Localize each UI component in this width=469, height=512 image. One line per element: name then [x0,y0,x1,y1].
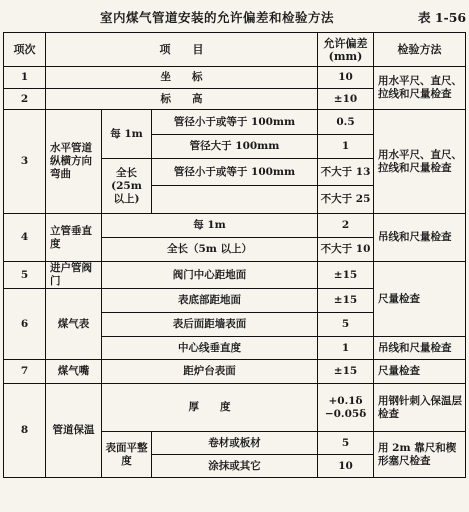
tolerance-cell: 不大于 10 [318,238,374,262]
item-cell: 卷材或板材 [152,432,318,455]
method-cell: 尺量检查 [374,360,466,384]
method-cell: 用水平尺、直尺、拉线和尺量检查 [374,67,466,110]
table-row [4,360,466,384]
tolerance-cell: 不大于 13 [318,159,374,186]
tolerance-cell: 10 [318,455,374,478]
tolerance-cell: 0.5 [318,110,374,135]
method-cell: 吊线和尺量检查 [374,337,466,360]
method-cell: 用 2m 靠尺和楔形塞尺检查 [374,432,466,478]
item-cell: 表后面距墙表面 [102,313,318,337]
item-group-cell: 煤气表 [46,289,102,360]
tolerance-cell: 2 [318,214,374,238]
item-group-cell: 立管垂直度 [46,214,102,262]
sub-item-cell: 表面平整度 [102,432,152,478]
item-cell: 坐 标 [46,67,318,89]
tolerance-cell: ±15 [318,262,374,289]
tolerance-cell: 不大于 25 [318,186,374,214]
item-group-cell: 水平管道纵横方向弯曲 [46,110,102,214]
header-method: 检验方法 [374,33,466,67]
item-cell: 标 高 [46,89,318,110]
item-cell: 管径小于或等于 100mm [152,110,318,135]
tolerance-cell: 1 [318,135,374,159]
row-no: 3 [4,110,46,214]
item-cell: 管径小于或等于 100mm [152,159,318,186]
row-no: 7 [4,360,46,384]
table-row [4,214,466,238]
item-cell [152,186,318,214]
sub-item-cell: 全长 (25m 以上) [102,159,152,214]
method-cell: 吊线和尺量检查 [374,214,466,262]
item-group-cell: 煤气嘴 [46,360,102,384]
item-cell: 距炉台表面 [102,360,318,384]
table-title: 室内煤气管道安装的允许偏差和检验方法 [100,10,335,25]
item-cell: 厚 度 [102,384,318,432]
table-caption [0,8,469,26]
table-row [4,262,466,289]
item-cell: 涂抹或其它 [152,455,318,478]
header-row [4,33,466,67]
item-cell: 全长（5m 以上） [102,238,318,262]
item-cell: 管径大于 100mm [152,135,318,159]
row-no: 1 [4,67,46,89]
tolerance-cell: 5 [318,313,374,337]
row-no: 5 [4,262,46,289]
item-cell: 表底部距地面 [102,289,318,313]
header-item: 项 目 [46,33,318,67]
tolerance-cell: 1 [318,337,374,360]
row-no: 6 [4,289,46,360]
item-cell: 每 1m [102,214,318,238]
row-no: 2 [4,89,46,110]
sub-item-cell: 每 1m [102,110,152,159]
table-row [4,110,466,135]
tolerance-cell: +0.1δ −0.05δ [318,384,374,432]
tolerance-cell: 10 [318,67,374,89]
table-number: 表 1-56 [418,10,467,25]
table-row [4,67,466,89]
tolerance-cell: ±15 [318,289,374,313]
method-cell: 用钢针刺入保温层检查 [374,384,466,432]
header-tolerance: 允许偏差 (mm) [318,33,374,67]
item-group-cell: 管道保温 [46,384,102,478]
tolerance-cell: 5 [318,432,374,455]
tolerance-cell: ±10 [318,89,374,110]
header-no: 项次 [4,33,46,67]
row-no: 4 [4,214,46,262]
method-cell: 用水平尺、直尺、拉线和尺量检查 [374,110,466,214]
item-cell: 阀门中心距地面 [102,262,318,289]
row-no: 8 [4,384,46,478]
tolerance-cell: ±15 [318,360,374,384]
method-cell: 尺量检查 [374,262,466,337]
table-row [4,384,466,432]
tolerance-table [3,32,466,478]
item-cell: 中心线垂直度 [102,337,318,360]
item-group-cell: 进户管阀门 [46,262,102,289]
